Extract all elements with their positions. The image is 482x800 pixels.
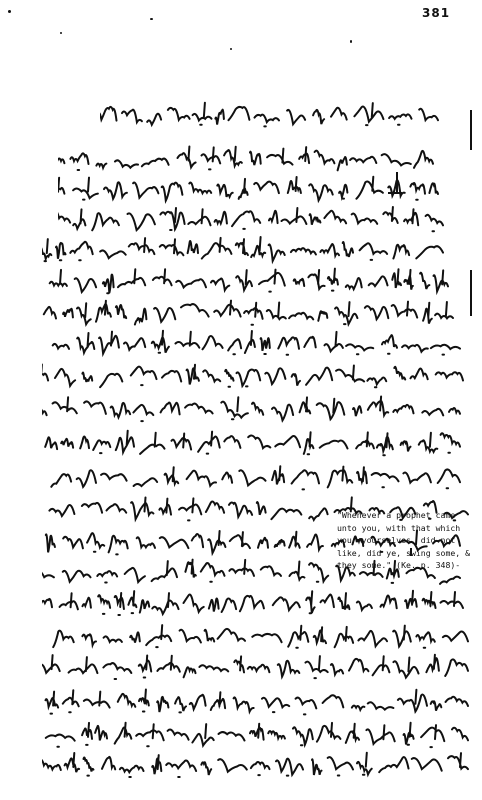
manuscript-line bbox=[42, 687, 470, 719]
manuscript-line bbox=[100, 100, 440, 132]
manuscript-line bbox=[58, 204, 445, 236]
manuscript-line bbox=[42, 394, 462, 426]
margin-mark bbox=[388, 192, 402, 194]
margin-mark bbox=[396, 172, 398, 194]
scan-speck bbox=[150, 18, 153, 20]
manuscript-line bbox=[42, 328, 462, 360]
manuscript-line bbox=[42, 234, 445, 266]
manuscript-line bbox=[42, 266, 450, 298]
scan-speck bbox=[230, 48, 232, 50]
manuscript-line bbox=[42, 652, 470, 684]
scan-speck bbox=[350, 40, 352, 43]
manuscript-line bbox=[42, 428, 462, 460]
edge-mark bbox=[470, 270, 472, 316]
manuscript-line bbox=[58, 144, 435, 176]
scan-speck bbox=[60, 32, 62, 34]
edge-mark bbox=[470, 110, 472, 150]
page-number: 381 bbox=[422, 6, 451, 20]
manuscript-line bbox=[58, 174, 440, 206]
manuscript-line bbox=[42, 750, 470, 782]
manuscript-line bbox=[42, 720, 470, 752]
manuscript-line bbox=[42, 588, 465, 620]
manuscript-line bbox=[42, 622, 470, 654]
scan-speck bbox=[8, 10, 11, 13]
margin-note: "Whenever a prophet came unto you, with that which your yourselves, did not like, did ye, swing some, & they some." (Ke. p. 348)- bbox=[337, 510, 471, 570]
manuscript-line bbox=[42, 360, 465, 392]
manuscript-line bbox=[42, 298, 455, 330]
manuscript-line bbox=[42, 462, 462, 494]
